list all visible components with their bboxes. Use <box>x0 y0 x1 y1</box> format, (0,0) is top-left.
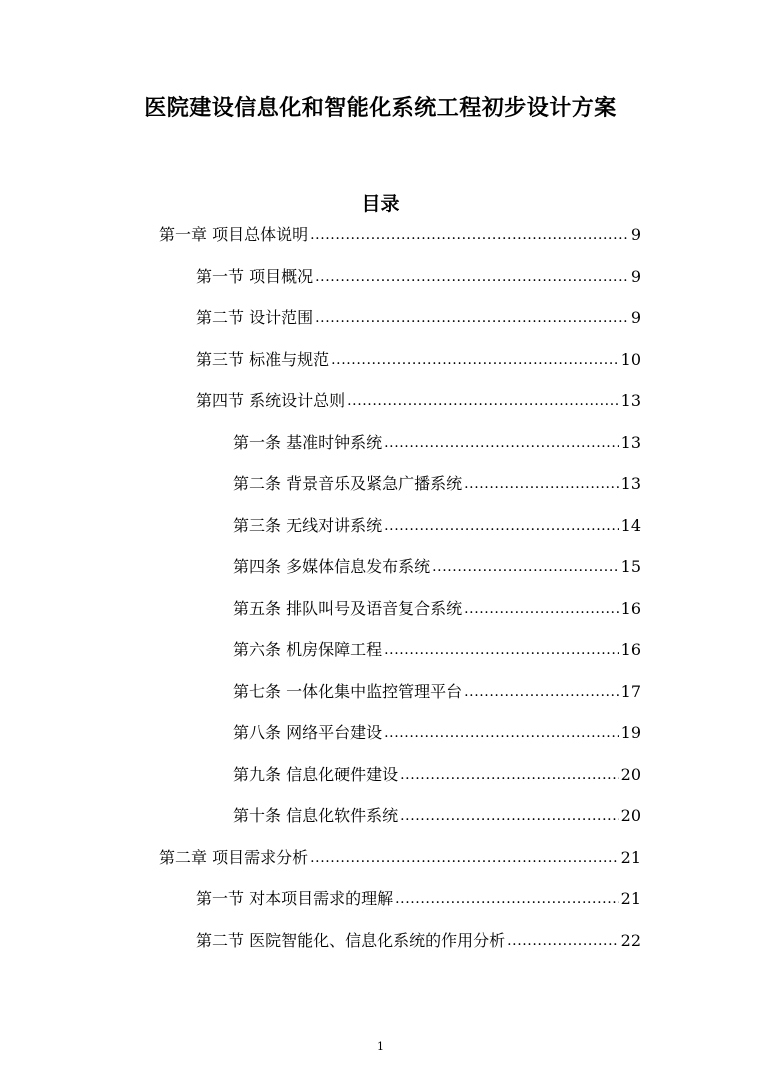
toc-leader-dots <box>432 556 619 578</box>
toc-leader-dots <box>464 598 619 620</box>
toc-entry-label: 第二章 项目需求分析 <box>159 848 309 867</box>
toc-entry-page: 15 <box>620 557 641 576</box>
toc-leader-dots <box>384 722 619 744</box>
toc-entry[interactable] <box>233 590 641 620</box>
toc-leader-dots <box>384 515 619 537</box>
toc-entry-page: 22 <box>620 931 641 950</box>
toc-entry-label: 第七条 一体化集中监控管理平台 <box>233 682 463 701</box>
toc-entry-label: 第一章 项目总体说明 <box>159 225 309 244</box>
toc-entry-page: 13 <box>620 474 641 493</box>
toc-entry[interactable] <box>196 880 641 910</box>
toc-entry[interactable] <box>233 465 641 495</box>
toc-entry-page: 21 <box>620 889 641 908</box>
toc-entry[interactable] <box>196 341 641 371</box>
footer-page-number: 1 <box>377 1040 384 1053</box>
toc-entry[interactable] <box>233 673 641 703</box>
toc-entry-page: 13 <box>620 391 641 410</box>
toc-leader-dots <box>395 888 619 910</box>
toc-entry-page: 16 <box>620 599 641 618</box>
toc-entry[interactable] <box>233 631 641 661</box>
toc-entry-label: 第五条 排队叫号及语音复合系统 <box>233 599 463 618</box>
toc-entry-page: 21 <box>620 848 641 867</box>
toc-entry-label: 第三条 无线对讲系统 <box>233 516 383 535</box>
toc-entry-page: 9 <box>630 308 641 327</box>
toc-entry-page: 13 <box>620 433 641 452</box>
toc-entry-label: 第二节 医院智能化、信息化系统的作用分析 <box>196 931 506 950</box>
toc-leader-dots <box>400 764 619 786</box>
toc-entry[interactable] <box>233 756 641 786</box>
toc-entry-page: 20 <box>620 806 641 825</box>
toc-entry-label: 第一条 基准时钟系统 <box>233 433 383 452</box>
toc-entry[interactable] <box>196 922 641 952</box>
toc-entry[interactable] <box>233 507 641 537</box>
toc-entry[interactable] <box>233 548 641 578</box>
toc-entry[interactable] <box>196 258 641 288</box>
toc-entry[interactable] <box>233 714 641 744</box>
toc-leader-dots <box>507 930 619 952</box>
toc-entry[interactable] <box>233 424 641 454</box>
toc-leader-dots <box>464 681 619 703</box>
toc-leader-dots <box>464 473 619 495</box>
toc-entry-page: 16 <box>620 640 641 659</box>
toc-entry-label: 第一节 对本项目需求的理解 <box>196 889 394 908</box>
toc-entry[interactable] <box>159 216 641 246</box>
toc-leader-dots <box>315 307 629 329</box>
toc-entry-page: 9 <box>630 267 641 286</box>
toc-leader-dots <box>315 266 629 288</box>
toc-entry-label: 第六条 机房保障工程 <box>233 640 383 659</box>
toc-entry-page: 20 <box>620 765 641 784</box>
toc-entry-label: 第十条 信息化软件系统 <box>233 806 399 825</box>
toc-leader-dots <box>384 639 619 661</box>
toc-entry-page: 19 <box>620 723 641 742</box>
toc-entry-page: 9 <box>630 225 641 244</box>
toc-entry-label: 第二条 背景音乐及紧急广播系统 <box>233 474 463 493</box>
toc-leader-dots <box>310 847 619 869</box>
toc-leader-dots <box>331 349 619 371</box>
toc-entry-label: 第二节 设计范围 <box>196 308 314 327</box>
toc-leader-dots <box>400 805 619 827</box>
toc-entry-label: 第九条 信息化硬件建设 <box>233 765 399 784</box>
toc-entry-page: 10 <box>620 350 641 369</box>
toc-entry[interactable] <box>233 797 641 827</box>
toc-entry[interactable] <box>159 839 641 869</box>
toc-entry-label: 第一节 项目概况 <box>196 267 314 286</box>
document-title: 医院建设信息化和智能化系统工程初步设计方案 <box>144 96 617 121</box>
toc-entry-page: 17 <box>620 682 641 701</box>
toc-entry[interactable] <box>196 299 641 329</box>
toc-entry-label: 第四节 系统设计总则 <box>196 391 346 410</box>
toc-entry-label: 第四条 多媒体信息发布系统 <box>233 557 431 576</box>
toc-heading: 目录 <box>361 193 400 215</box>
toc-entry-label: 第八条 网络平台建设 <box>233 723 383 742</box>
toc-entry-page: 14 <box>620 516 641 535</box>
toc-leader-dots <box>310 224 629 246</box>
toc-entry[interactable] <box>196 382 641 412</box>
toc-leader-dots <box>384 432 619 454</box>
toc-entry-label: 第三节 标准与规范 <box>196 350 330 369</box>
toc-leader-dots <box>347 390 619 412</box>
